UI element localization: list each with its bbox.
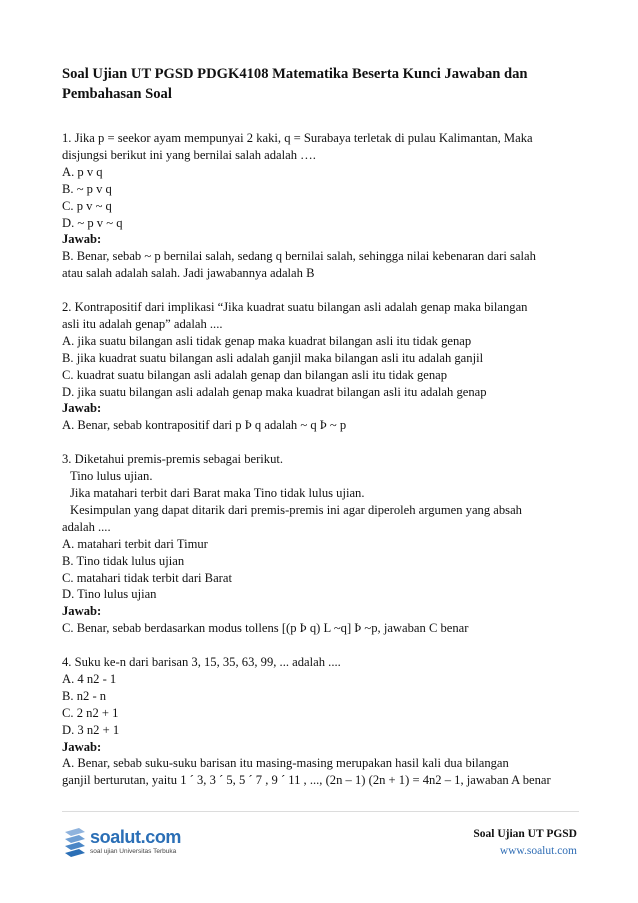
q1-option-d: D. ~ p v ~ q xyxy=(62,215,123,230)
q3-premise-1: Tino lulus ujian. xyxy=(70,469,153,484)
soalut-logo[interactable] xyxy=(62,826,222,860)
q1-answer-cont: atau salah adalah salah. Jadi jawabannya adalah B xyxy=(62,266,315,281)
title-line-2: Pembahasan Soal xyxy=(62,86,172,102)
q2-answer: A. Benar, sebab kontrapositif dari p Þ q adalah ~ q Þ ~ p xyxy=(62,418,347,433)
q3-prompt: Kesimpulan yang dapat ditarik dari premis-premis ini agar diperoleh argumen yang absah xyxy=(70,502,522,517)
q1-question-cont: disjungsi berikut ini yang bernilai salah adalah …. xyxy=(62,147,316,162)
q3-answer-label: Jawab: xyxy=(62,604,102,619)
q3-option-c: C. matahari tidak terbit dari Barat xyxy=(62,570,232,585)
q3-premise-2: Jika matahari terbit dari Barat maka Tino tidak lulus ujian. xyxy=(70,486,365,500)
document-body xyxy=(62,130,582,789)
book-stack-icon xyxy=(62,826,88,858)
q4-question: 4. Suku ke-n dari barisan 3, 15, 35, 63, 99, ... adalah .... xyxy=(62,655,341,670)
footer-info xyxy=(473,826,577,860)
q3-option-a: A. matahari terbit dari Timur xyxy=(62,536,208,551)
q2-option-d: D. jika suatu bilangan asli adalah genap maka kuadrat bilangan asli itu adalah genap xyxy=(62,384,487,399)
logo-wordmark: soalut.com xyxy=(90,827,182,847)
q4-answer-label: Jawab: xyxy=(62,739,102,754)
footer-divider xyxy=(62,811,579,812)
q2-question-cont: asli itu adalah genap” adalah .... xyxy=(62,316,223,331)
footer-url-link[interactable]: www.soalut.com xyxy=(499,845,577,857)
page-title xyxy=(62,64,582,104)
q2-option-c: C. kuadrat suatu bilangan asli adalah genap dan bilangan asli itu tidak genap xyxy=(62,367,448,382)
q2-option-b: B. jika kuadrat suatu bilangan asli adalah ganjil maka bilangan asli itu adalah ganjil xyxy=(62,350,484,365)
footer-title: Soal Ujian UT PGSD xyxy=(473,828,577,840)
q4-answer-cont: ganjil berturutan, yaitu 1 ´ 3, 3 ´ 5, 5 ´ 7 , 9 ´ 11 , ..., (2n – 1) (2n + 1) = 4n2 – 1, jawaban A benar xyxy=(62,773,551,788)
q3-answer: C. Benar, sebab berdasarkan modus tollens [(p Þ q) L ~q] Þ ~p, jawaban C benar xyxy=(62,621,469,636)
q1-option-a: A. p v q xyxy=(62,164,103,179)
q3-option-b: B. Tino tidak lulus ujian xyxy=(62,553,185,568)
q1-answer-label: Jawab: xyxy=(62,232,102,247)
q1-option-b: B. ~ p v q xyxy=(62,181,112,196)
title-line-1: Soal Ujian UT PGSD PDGK4108 Matematika Beserta Kunci Jawaban dan xyxy=(62,66,528,82)
q3-question: 3. Diketahui premis-premis sebagai berikut. xyxy=(62,452,284,467)
q1-question: 1. Jika p = seekor ayam mempunyai 2 kaki, q = Surabaya terletak di pulau Kalimantan, Maka xyxy=(62,131,533,145)
q2-answer-label: Jawab: xyxy=(62,401,102,416)
q2-option-a: A. jika suatu bilangan asli tidak genap maka kuadrat bilangan asli itu tidak genap xyxy=(62,333,472,348)
q3-prompt-cont: adalah .... xyxy=(62,519,111,534)
q4-answer: A. Benar, sebab suku-suku barisan itu masing-masing merupakan hasil kali dua bilangan xyxy=(62,756,509,771)
q2-question: 2. Kontrapositif dari implikasi “Jika kuadrat suatu bilangan asli adalah genap maka bilangan xyxy=(62,300,528,315)
q1-option-c: C. p v ~ q xyxy=(62,198,112,213)
q4-option-a: A. 4 n2 - 1 xyxy=(62,671,117,686)
q4-option-d: D. 3 n2 + 1 xyxy=(62,722,120,737)
q1-answer: B. Benar, sebab ~ p bernilai salah, sedang q bernilai salah, sehingga nilai kebenaran dari salah xyxy=(62,249,536,264)
logo-tagline: soal ujian Universitas Terbuka xyxy=(90,848,177,855)
q4-option-b: B. n2 - n xyxy=(62,688,107,703)
q3-option-d: D. Tino lulus ujian xyxy=(62,587,157,602)
q4-option-c: C. 2 n2 + 1 xyxy=(62,705,119,720)
